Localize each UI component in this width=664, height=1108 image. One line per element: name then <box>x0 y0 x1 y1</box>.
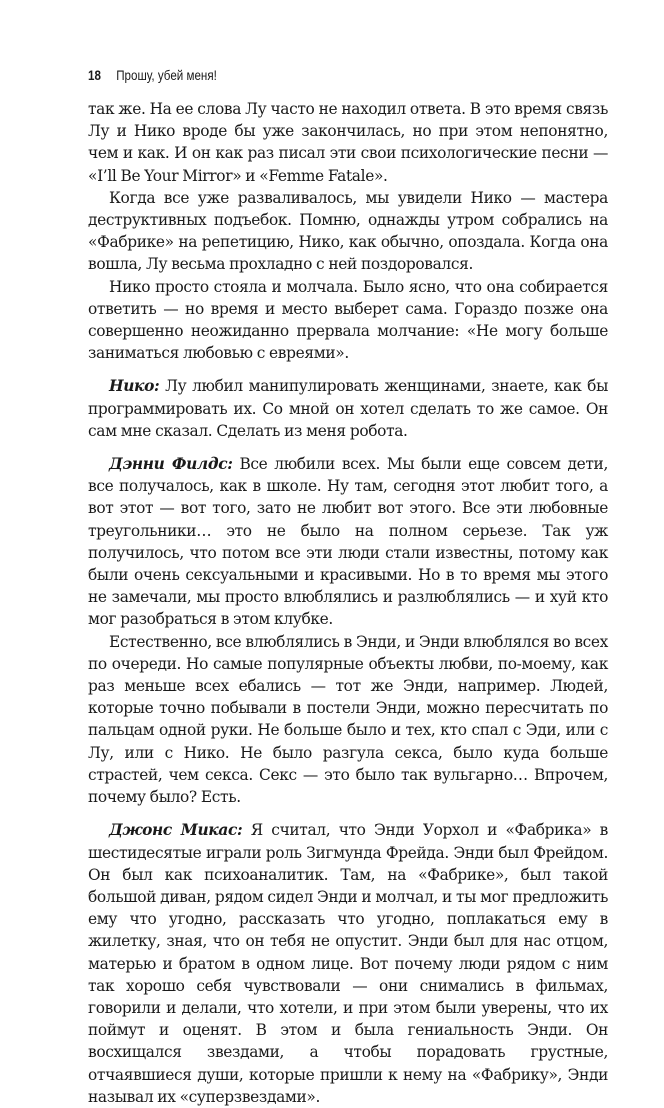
paragraph: Нико просто стояла и молчала. Было ясно, что она собирается ответить — но время и место выберет сама. Гораздо позже она совершенно неожиданно прервала молчание: «Не могу больше заниматься любовью с евреями». <box>88 277 608 363</box>
speech-paragraph <box>88 453 608 631</box>
paragraph: так же. На ее слова Лу часто не находил ответа. В это время связь Лу и Нико вроде бы уже закончилась, но при этом непонятно, чем и как. И он как раз писал эти свои психологические песни — «I’ll Be Your Mirror» и «Femme Fatale». <box>88 100 608 185</box>
speech-text: Лу любил манипулировать женщинами, знаете, как бы программировать их. Со мной он хотел сделать то же самое. Он сам мне сказал. Сделать из меня робота. <box>88 377 608 440</box>
paragraph: Когда все уже разваливалось, мы увидели Нико — мастера деструктивных подъебок. Помню, однажды утром собрались на «Фабрике» на репетицию, Нико, как обычно, опоздала. Когда она вошла, Лу весьма прохладно с ней поздоровался. <box>88 188 608 274</box>
speech-paragraph <box>88 375 608 442</box>
body-text <box>88 98 608 1108</box>
running-title: Прошу, убей меня! <box>116 68 217 83</box>
speech-text: Я считал, что Энди Уорхол и «Фабрика» в шестидесятые играли роль Зигмунда Фрейда. Энди был Фрейдом. Он был как психоаналитик. Там, на «Фабрике», был такой большой диван, рядом сидел Энди и молчал, и ты мог предложить ему что угодно, рассказать что угодно, поплакаться ему в жилетку, зная, что он тебя не опустит. Энди был для нас отцом, матерью и братом в одном лице. Вот почему люди рядом с ним так хорошо себя чувствовали — они снимались в фильмах, говорили и делали, что хотели, и при этом были уверены, что их поймут и оценят. В этом и была гениальность Энди. Он восхищался звездами, а чтобы порадовать грустные, отчаявшиеся души, которые пришли к нему на «Фабрику», Энди называл их «суперзвездами». <box>88 821 608 1106</box>
speech-paragraph <box>88 819 608 1108</box>
speaker-name: Джонс Микас: <box>109 821 243 840</box>
paragraph: Естественно, все влюблялись в Энди, и Энди влюблялся во всех по очереди. Но самые популярные объекты любви, по-моему, как раз меньше всех ебались — тот же Энди, например. Людей, которые точно побывали в постели Энди, можно пересчитать по пальцам одной руки. Не больше было и тех, кто спал с Эди, или с Лу, или с Нико. Не было разгула секса, было куда больше страстей, чем секса. Секс — это было так вульгарно… Впрочем, почему было? Есть. <box>88 632 608 807</box>
speaker-name: Дэнни Филдс: <box>109 455 233 474</box>
running-header <box>88 66 535 86</box>
speaker-name: Нико: <box>109 377 160 396</box>
speech-text: Все любили всех. Мы были еще совсем дети, все получалось, как в школе. Ну там, сегодня этот любит того, а вот этот — вот того, зато не любит вот этого. Все эти любовные треугольники… это не было на полном серьезе. Так уж получилось, что потом все эти люди стали известны, потому как были очень сексуальными и красивыми. Но в то время мы этого не замечали, мы просто влюблялись и разлюблялись — и хуй кто мог разобраться в этом клубке. <box>88 455 608 629</box>
page-number: 18 <box>88 68 101 83</box>
